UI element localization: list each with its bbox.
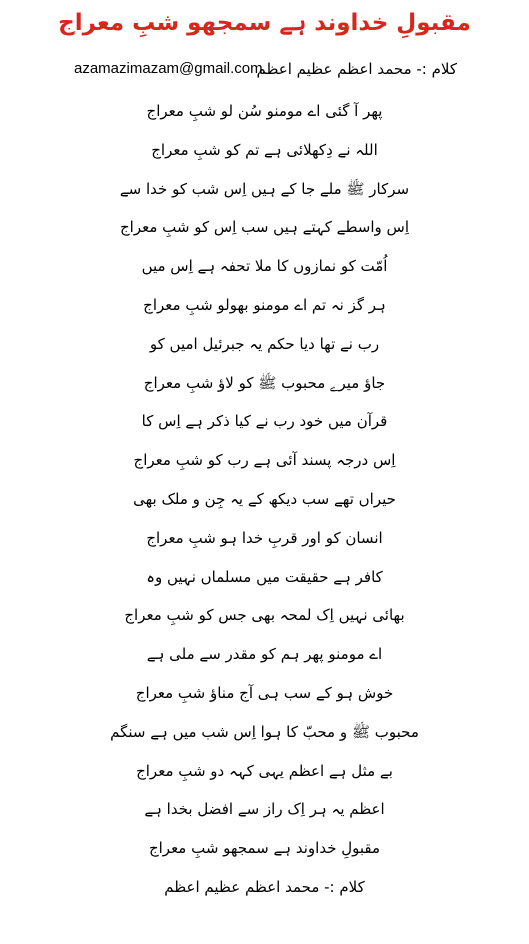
verse-list [0,92,529,907]
verse-line: انسان کو اور قربِ خدا ہو شبِ معراج [146,528,383,547]
verse-line: حیراں تھے سب دیکھ کے یہ جِن و ملک بھی [133,489,396,508]
verse-line: اِس درجہ پسند آئی ہے رب کو شبِ معراج [133,451,396,470]
verse-line: اُمّت کو نمازوں کا ملا تحفہ ہے اِس میں [141,257,388,276]
verse-line: محبوب ﷺ و محبّ کا ہوا اِس شب میں ہے سنگم [110,722,419,741]
closing-credit: کلام :- محمد اعظم عظیم اعظم [164,877,365,896]
poet-credit: کلام :- محمد اعظم عظیم اعظم [256,60,457,78]
verse-line: اے مومنو پھر ہم کو مقدر سے ملی ہے [146,645,383,664]
verse-line: اللہ نے دِکھلائی ہے تم کو شبِ معراج [151,140,378,159]
verse-line: ہر گز نہ تم اے مومنو بھولو شبِ معراج [143,295,386,314]
author-email: azamazimazam@gmail.com [74,60,263,77]
verse-line: کافر ہے حقیقت میں مسلماں نہیں وہ [146,567,383,586]
verse-line: سرکار ﷺ ملے جا کے ہیں اِس شب کو خدا سے [119,179,410,198]
verse-line: اعظم یہ ہر اِک راز سے افضل بخدا ہے [144,800,385,819]
verse-line: بے مثل ہے اعظم یہی کہہ دو شبِ معراج [136,761,393,780]
verse-line: مقبولِ خداوند ہے سمجھو شبِ معراج [148,839,381,858]
verse-line: بھائی نہیں اِک لمحہ بھی جس کو شبِ معراج [124,606,405,625]
verse-line: قرآن میں خود رب نے کیا ذکر ہے اِس کا [141,412,388,431]
verse-line: جاؤ میرے محبوب ﷺ کو لاؤ شبِ معراج [143,373,386,392]
verse-line: رب نے تھا دیا حکم یہ جبرئیل امیں کو [149,334,380,353]
verse-line: خوش ہو کے سب ہی آج مناؤ شبِ معراج [135,683,394,702]
verse-line: اِس واسطے کہتے ہیں سب اِس کو شبِ معراج [119,218,410,237]
credit-row [0,56,529,84]
poem-title: مقبولِ خداوند ہے سمجھو شبِ معراج [58,10,471,36]
verse-line: پھر آ گئی اے مومنو سُن لو شبِ معراج [146,102,383,120]
